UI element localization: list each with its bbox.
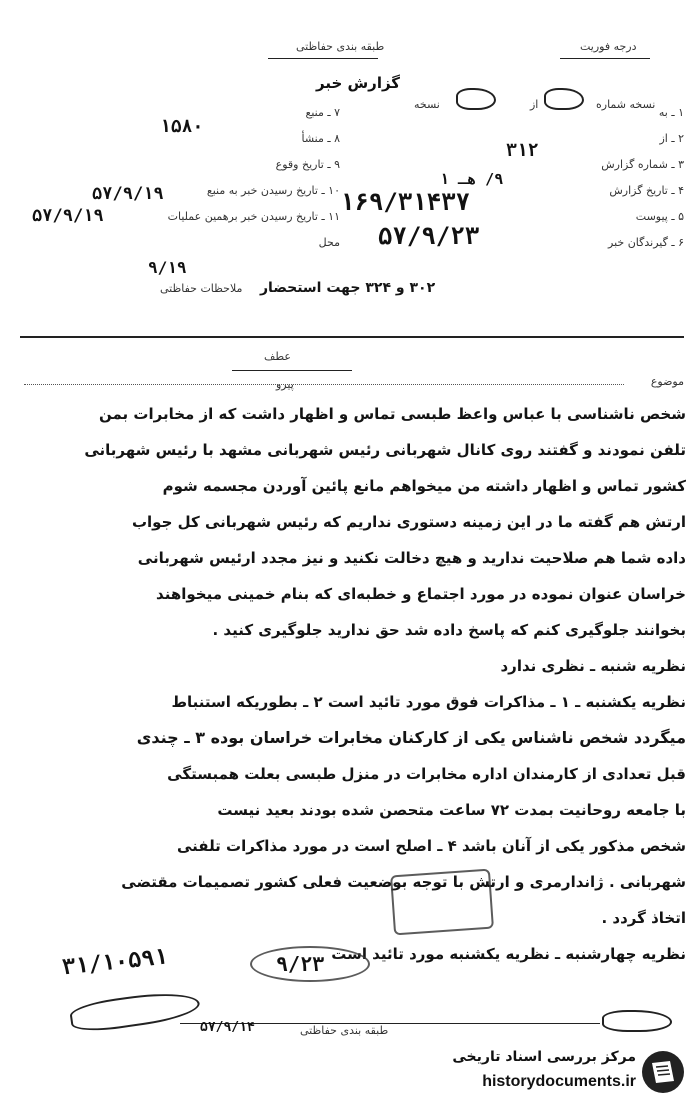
- report-fields-right: [519, 106, 684, 262]
- body-line: نظریه چهارشنبه ـ نظریه یکشنبه مورد تائید است: [331, 945, 686, 963]
- field-to: ۱ ـ به: [658, 106, 684, 119]
- handwritten-number: ۳۱/۱۰۵۹۱: [60, 944, 169, 981]
- field-attachment: ۵ ـ پیوست: [635, 210, 684, 223]
- value-place: ۹/۱۹: [148, 258, 187, 277]
- field-report-number: ۳ ـ شماره گزارش: [601, 158, 684, 171]
- field-receipt-by-operations: ۱۱ ـ تاریخ رسیدن خبر برهمین عملیات: [167, 210, 340, 223]
- subject-dotted-line: [24, 384, 624, 385]
- footer-date: ۵۷/۹/۱۴: [200, 1020, 255, 1035]
- handwritten-copies-mark: [456, 88, 496, 110]
- body-line: شخص ناشناسی با عباس واعظ طبسی تماس و اظهار داشت که از مخابرات بمن: [99, 405, 686, 423]
- field-from: ۲ ـ از: [659, 132, 684, 145]
- field-place: محل: [318, 236, 340, 249]
- peyro-label: پیرو: [276, 378, 294, 391]
- atf-underline: [232, 370, 352, 371]
- archive-logo-icon: [640, 1049, 686, 1095]
- body-line: شهربانی . ژاندارمری و ارتش با توجه بوضعیت فعلی کشور تصمیمات مقتضی: [121, 873, 686, 891]
- from-label: از: [530, 98, 539, 111]
- body-line: خراسان عنوان نموده در مورد اجتماع و خطبه‌ای که بنام خمینی میخواهند: [156, 585, 686, 603]
- body-line: شخص مذکور یکی از آنان باشد ۴ ـ اصلح است در مورد مذاکرات تلفنی: [176, 837, 686, 855]
- brand-name-fa: مرکز بررسی اسناد تاریخی: [452, 1049, 636, 1065]
- field-origin: ۸ ـ منشأ: [301, 132, 340, 145]
- report-title: گزارش خبر: [316, 74, 401, 92]
- header-separator: [20, 336, 684, 338]
- body-line: نظریه یکشنبه ـ ۱ ـ مذاکرات فوق مورد تائید است ۲ ـ بطوریکه استنباط: [171, 693, 686, 711]
- body-line: قبل تعدادی از کارمندان اداره مخابرات در منزل طبسی بعلت همبستگی: [167, 765, 686, 783]
- body-line: با جامعه روحانیت بمدت ۷۲ ساعت متحصن شده بودند بعید نیست: [217, 801, 686, 819]
- field-occurrence-date: ۹ ـ تاریخ وقوع: [275, 158, 340, 171]
- report-body: [16, 396, 686, 972]
- classification-label: طبقه بندی حفاظتی: [296, 40, 385, 53]
- copies-label: نسخه: [414, 98, 440, 111]
- atf-label: عطف: [264, 350, 291, 363]
- body-line: تلفن نمودند و گفتند روی کانال شهربانی رئیس شهربانی مشهد با رئیس شهربانی: [84, 441, 686, 459]
- body-line: کشور تماس و اظهار داشته من میخواهم مانع پائین آوردن مجسمه شوم: [162, 477, 686, 495]
- body-line: نظریه شنبه ـ نظری ندارد: [500, 657, 686, 675]
- body-line: ارتش هم گفته ما در این زمینه دستوری نداریم که رئیس شهربانی کل جواب: [131, 513, 686, 531]
- field-source: ۷ ـ منبع: [305, 106, 340, 119]
- field-recipients: ۶ ـ گیرندگان خبر: [608, 236, 684, 249]
- stamp-number: ۹/۲۳: [276, 952, 325, 976]
- handwritten-signature: [69, 987, 202, 1035]
- body-line: اتخاذ گردد .: [601, 909, 686, 927]
- value-from: ۹/ هـ ۱: [440, 170, 504, 188]
- value-report-number: ۱۶۹/۳۱۴۳۷: [340, 188, 471, 216]
- priority-label: درجه فوریت: [580, 40, 637, 53]
- value-to: ۳۱۲: [506, 140, 539, 161]
- body-line: میگردد شخص ناشناس یکی از کارکنان مخابرات خراسان بوده ۳ ـ چندی: [136, 728, 686, 747]
- footer-classification: طبقه بندی حفاظتی: [300, 1024, 389, 1037]
- priority-underline: [560, 58, 650, 59]
- field-report-date: ۴ ـ تاریخ گزارش: [609, 184, 684, 197]
- office-stamp: [390, 869, 494, 936]
- value-report-date: ۵۷/۹/۲۳: [378, 222, 480, 250]
- brand-name-en: historydocuments.ir: [482, 1073, 636, 1090]
- subject-label: موضوع: [650, 375, 684, 388]
- value-source: ۱۵۸۰: [160, 116, 204, 137]
- archive-brand: [400, 1045, 690, 1101]
- classification-underline: [268, 58, 378, 59]
- handwritten-margin-note: [602, 1010, 672, 1032]
- value-occurrence-date: ۵۷/۹/۱۹: [92, 184, 164, 204]
- remarks-label: ملاحظات حفاظتی: [160, 282, 243, 295]
- body-line: بخوانند جلوگیری کنم که پاسخ داده شد حق ندارید جلوگیری کنید .: [212, 621, 686, 639]
- body-line: داده شما هم صلاحیت ندارید و هیچ دخالت نکنید و نیز مجدد ارئیس شهربانی: [137, 549, 686, 567]
- field-receipt-by-source: ۱۰ ـ تاریخ رسیدن خبر به منبع: [206, 184, 340, 197]
- value-receipt-date: ۵۷/۹/۱۹: [32, 206, 104, 226]
- copy-number-label: نسخه شماره: [596, 98, 656, 111]
- value-recipients: ۳۰۲ و ۳۲۴ جهت استحضار: [260, 280, 436, 296]
